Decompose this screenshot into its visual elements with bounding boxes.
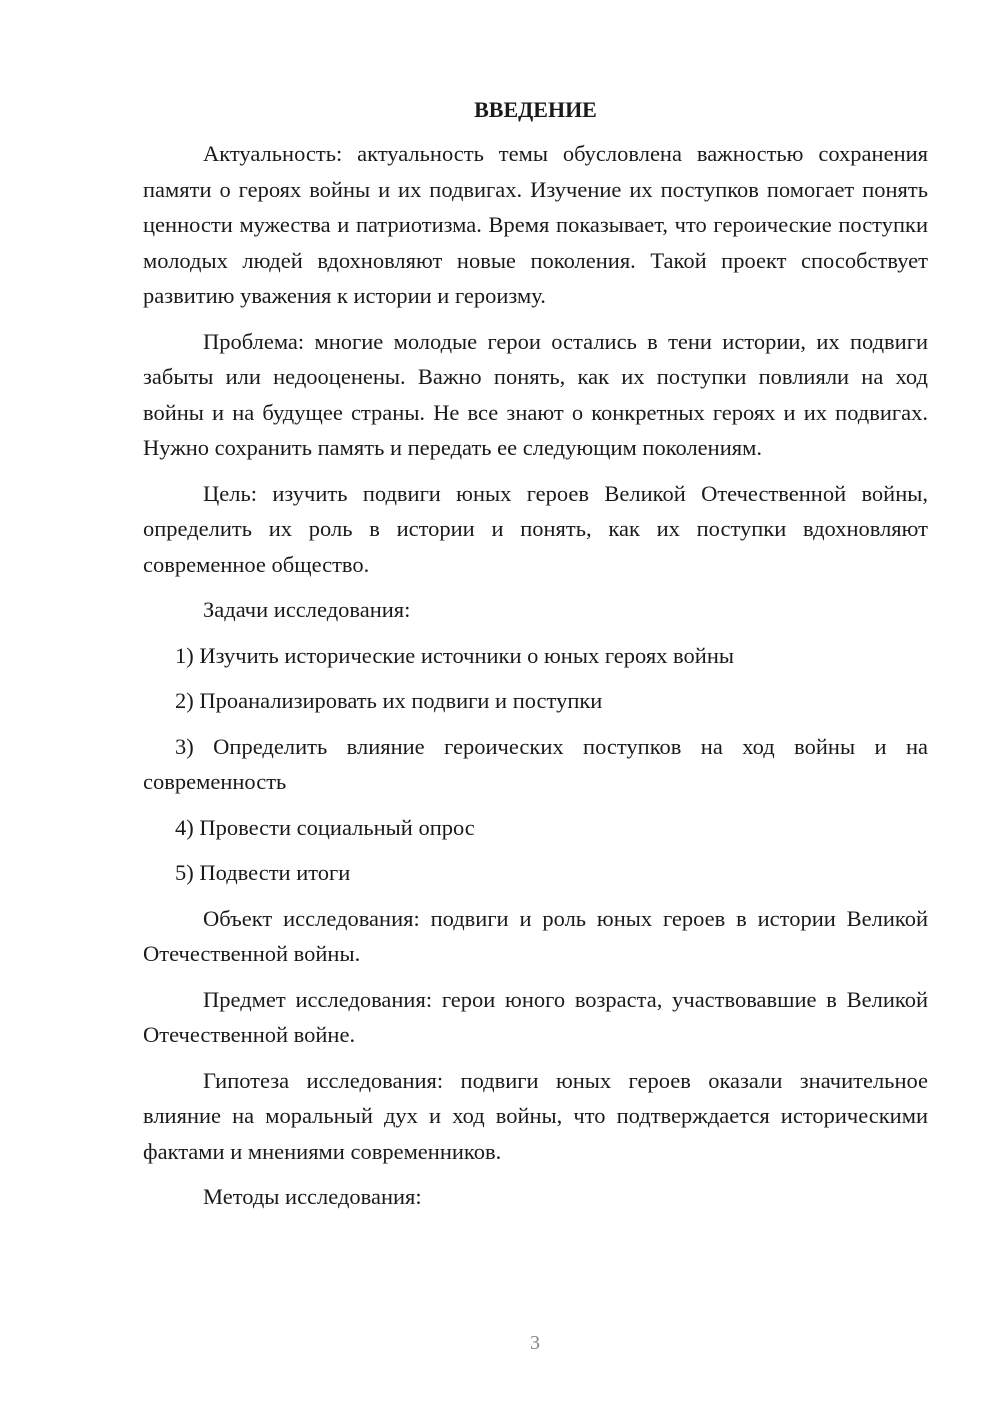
task-item-1: 1) Изучить исторические источники о юных героях войны [175, 642, 734, 668]
page-title: ВВЕДЕНИЕ [474, 97, 597, 122]
paragraph-object: Объект исследования: подвиги и роль юных героев в истории Великой Отечественной войны. [143, 905, 928, 966]
task-item-3: 3) Определить влияние героических поступков на ход войны и на современность [143, 733, 928, 794]
methods-heading: Методы исследования: [203, 1184, 422, 1209]
paragraph-goal: Цель: изучить подвиги юных героев Великой Отечественной войны, определить их роль в истории и понять, как их поступки вдохновляют современное общество. [143, 480, 928, 577]
document-page [143, 92, 928, 1225]
paragraph-problem: Проблема: многие молодые герои остались в тени истории, их подвиги забыты или недооценены. Важно понять, как их поступки повлияли на ход войны и на будущее страны. Не все знают о конкретных героях и их подвигах. Нужно сохранить память и передать ее следующим поколениям. [143, 328, 928, 460]
task-item-2: 2) Проанализировать их подвиги и поступки [175, 688, 603, 713]
page-number: 3 [530, 1332, 540, 1354]
paragraph-relevance: Актуальность: актуальность темы обусловлена важностью сохранения памяти о героях войны и их подвигах. Изучение их поступков помогает понять ценности мужества и патриотизма. Время показывает, что героические поступки молодых людей вдохновляют новые поколения. Такой проект способствует развитию уважения к истории и героизму. [143, 141, 928, 308]
task-item-5: 5) Подвести итоги [175, 860, 351, 885]
task-item-4: 4) Провести социальный опрос [175, 814, 475, 840]
paragraph-hypothesis: Гипотеза исследования: подвиги юных героев оказали значительное влияние на моральный дух и ход войны, что подтверждается историческими фактами и мнениями современников. [143, 1067, 928, 1164]
tasks-heading: Задачи исследования: [203, 597, 411, 622]
paragraph-subject: Предмет исследования: герои юного возраста, участвовавшие в Великой Отечественной войне. [143, 986, 928, 1047]
